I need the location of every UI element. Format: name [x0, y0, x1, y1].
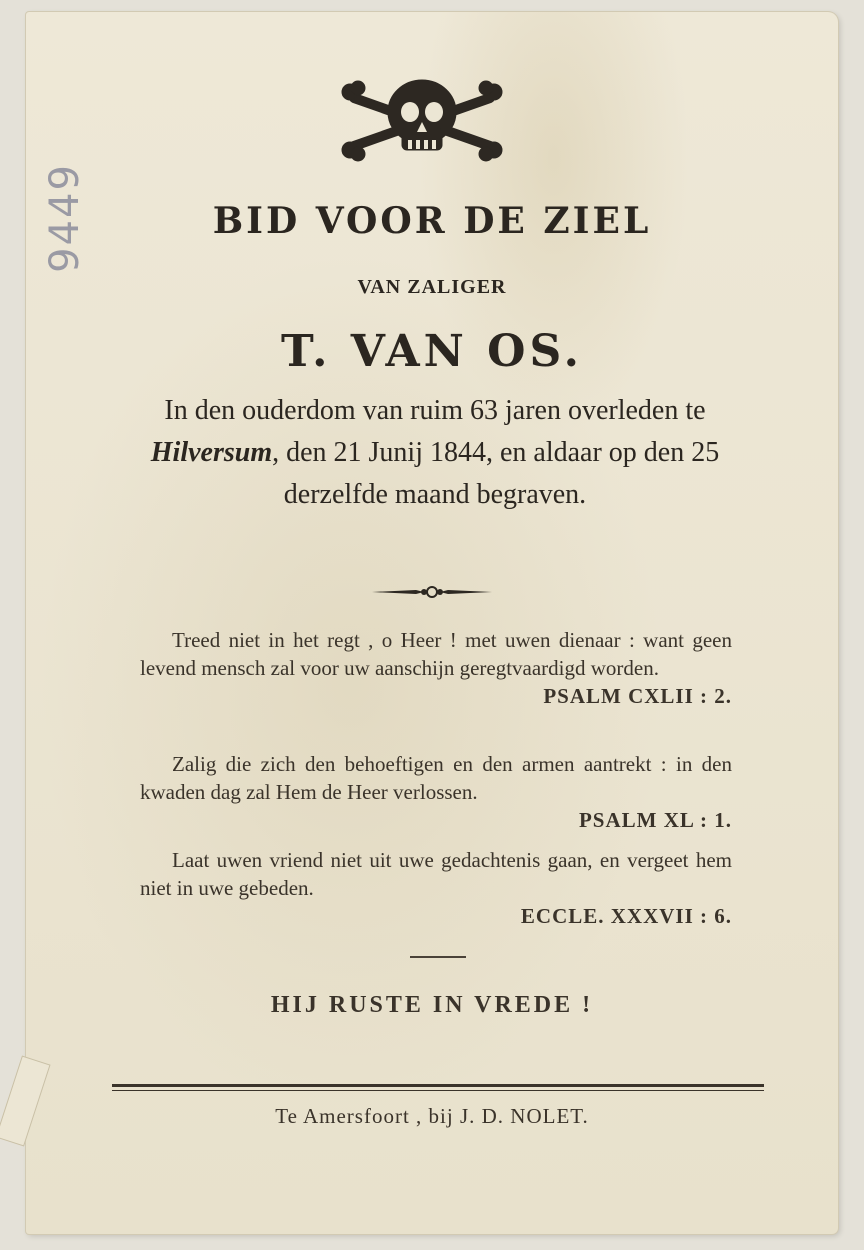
biography-place: Hilversum — [150, 437, 273, 468]
double-rule-divider — [112, 1084, 764, 1092]
ornament-divider — [370, 584, 494, 600]
rule-thick — [112, 1084, 764, 1087]
deceased-name: T. VAN OS. — [281, 326, 583, 377]
closing-line: HIJ RUSTE IN VREDE ! — [270, 992, 594, 1018]
verse-3-text: Laat uwen vriend niet uit uwe gedachtenis gaan, en vergeet hem niet in uwe gebeden. — [140, 848, 732, 900]
archive-number: 9449 — [42, 163, 89, 273]
verse-1-reference: PSALM CXLII : 2. — [543, 684, 732, 708]
rule-thin — [112, 1090, 764, 1091]
biography-part-1: In den ouderdom van ruim 63 jaren overleden te — [164, 395, 706, 426]
verse-3-reference: ECCLE. XXXVII : 6. — [520, 904, 732, 928]
verse-2 — [140, 750, 732, 834]
card-subtitle: VAN ZALIGER — [357, 276, 507, 298]
biography-part-2: , den 21 Junij 1844, en aldaar op den 25 derzelfde maand begraven. — [272, 437, 720, 510]
verse-2-text: Zalig die zich den behoeftigen en den armen aantrekt : in den kwaden dag zal Hem de Heer verlossen. — [140, 752, 732, 804]
biography — [150, 390, 720, 516]
verse-1-text: Treed niet in het regt , o Heer ! met uwen dienaar : want geen levend mensch zal voor uw aanschijn geregtvaardigd worden. — [140, 628, 732, 680]
verse-3 — [140, 846, 732, 930]
card-title: BID VOOR DE ZIEL — [212, 200, 652, 242]
verse-1 — [140, 626, 732, 710]
verse-2-reference: PSALM XL : 1. — [578, 808, 732, 832]
short-divider — [410, 956, 466, 958]
skull-and-crossbones-icon — [340, 76, 504, 162]
memorial-card — [26, 12, 838, 1234]
printer-imprint: Te Amersfoort , bij J. D. NOLET. — [275, 1104, 589, 1128]
